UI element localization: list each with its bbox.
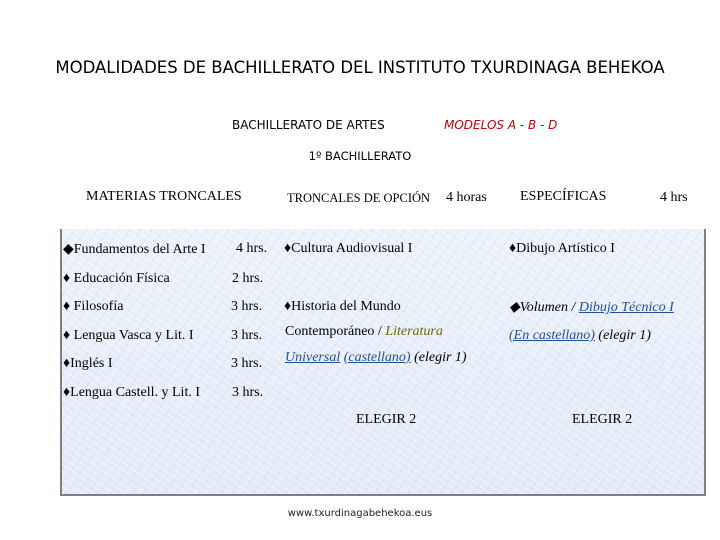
header-opcion: TRONCALES DE OPCIÓN [287, 191, 431, 205]
option-text: Contemporáneo / [285, 324, 386, 339]
option-subject: ♦Historia del Mundo [284, 299, 401, 314]
option-subject: ♦Cultura Audiovisual I [284, 241, 413, 256]
specific-subject-line [509, 328, 651, 344]
header-especificas: ESPECÍFICAS [520, 189, 607, 204]
footer-url[interactable]: www.txurdinagabehekoa.eus [287, 508, 433, 519]
option-text-elegir: (elegir 1) [410, 350, 467, 365]
header-troncales: MATERIAS TRONCALES [86, 189, 242, 204]
header-opcion-hours: 4 horas [446, 190, 487, 205]
specific-text-elegir: (elegir 1) [594, 328, 651, 343]
option-choose: ELEGIR 2 [356, 412, 417, 427]
subject-name: ♦Lengua Castell. y Lit. I [63, 385, 200, 400]
header-divider [498, 183, 502, 229]
subject-name: ♦ Educación Física [63, 271, 170, 286]
option-subject-line [285, 350, 467, 366]
subject-hours: 4 hrs. [236, 241, 268, 256]
subject-name: ◆Fundamentos del Arte I [63, 242, 206, 257]
option-text-universal: Universal [285, 350, 341, 365]
page-title: MODALIDADES DE BACHILLERATO DEL INSTITUTO TXURDINAGA BEHEKOA [55, 58, 665, 77]
specific-subject: ♦Dibujo Artístico I [509, 241, 615, 256]
option-text-literatura: Literatura [385, 324, 443, 339]
header-divider [276, 183, 280, 229]
models-label: MODELOS A - B - D [444, 118, 558, 132]
subject-name: ♦ Lengua Vasca y Lit. I [63, 328, 194, 343]
subject-hours: 3 hrs. [231, 356, 263, 371]
subject-name: ♦Inglés I [63, 356, 113, 371]
program-label: BACHILLERATO DE ARTES [232, 118, 385, 132]
specific-text-dibujo-tecnico: Dibujo Técnico I [578, 300, 674, 315]
specific-text-volumen: ◆Volumen / [509, 300, 579, 315]
specific-text-castellano: (En castellano) [509, 328, 595, 343]
subject-name: ♦ Filosofía [63, 299, 124, 314]
header-especificas-hours: 4 hrs [660, 190, 688, 205]
subject-hours: 3 hrs. [231, 328, 263, 343]
option-text-castellano: (castellano) [343, 350, 411, 365]
subject-hours: 3 hrs. [232, 385, 264, 400]
specific-choose: ELEGIR 2 [572, 412, 633, 427]
subject-hours: 3 hrs. [231, 299, 263, 314]
course-label: 1º BACHILLERATO [308, 149, 412, 163]
subject-hours: 2 hrs. [232, 271, 264, 286]
specific-subject-line [509, 299, 674, 316]
option-subject-line [285, 324, 443, 340]
